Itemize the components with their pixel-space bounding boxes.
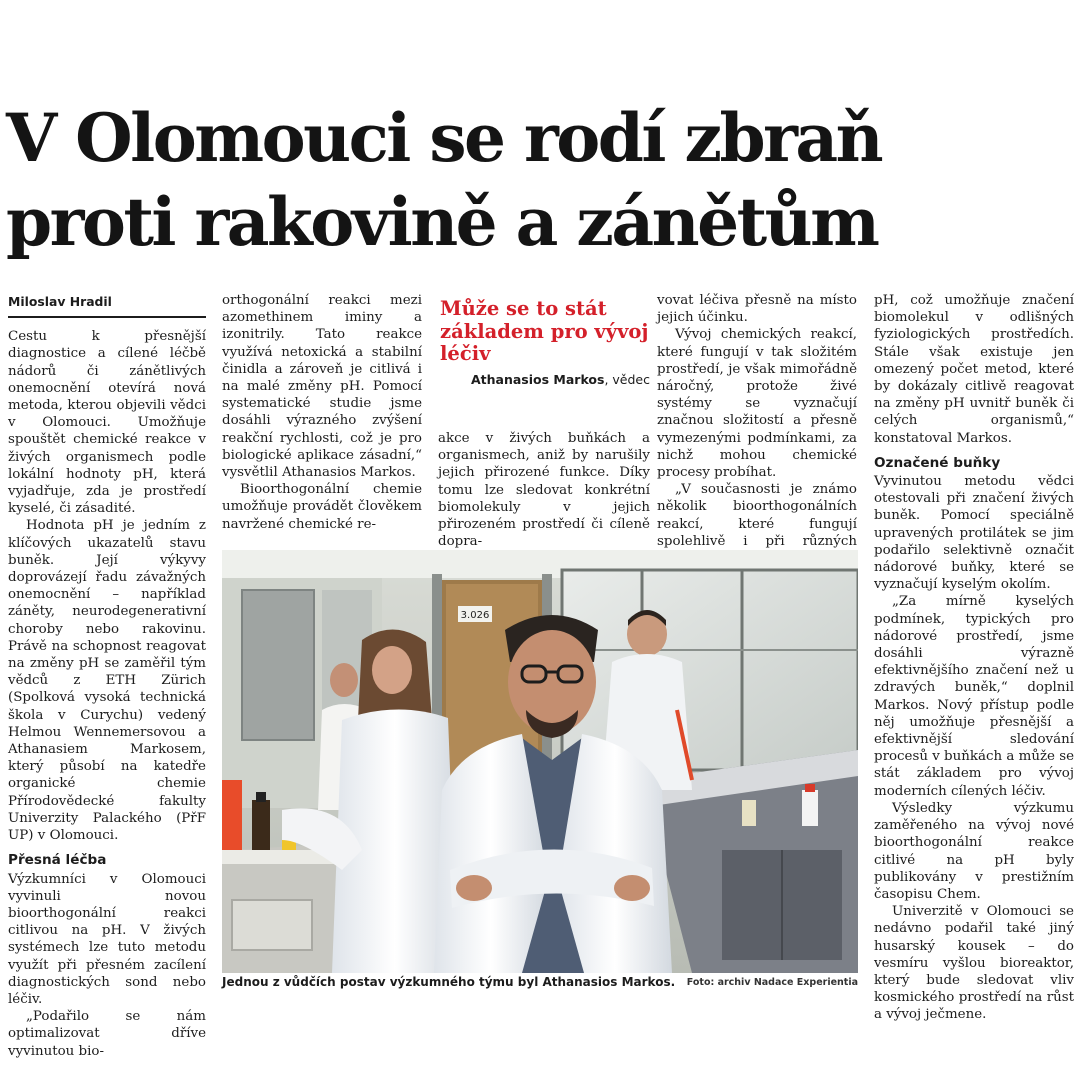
- paragraph: pH, což umožňuje značení biomolekul v odlišných fyziologických prostředích. Stále však existuje jen omezený počet metod, které by dokázaly citlivě reagovat na změny pH uvnitř buněk či celých organismů,“ konstatoval Markos.: [874, 293, 1074, 446]
- article-column-3: [438, 430, 650, 550]
- author-byline: Miloslav Hradil: [8, 293, 206, 318]
- paragraph: „Za mírně kyselých podmínek, typických pro nádorové prostředí, jsme dosáhli výrazně efektivnějšího značení než u zdravých buněk,“ doplnil Markos. Nový přístup podle něj umožňuje přesnější a efektivnější sledování procesů v buňkách a může se stát základem pro vývoj moderních cílených léčiv.: [874, 594, 1074, 799]
- lab-photo: [222, 550, 858, 973]
- paragraph: vovat léčiva přesně na místo jejich účinku.: [657, 293, 857, 326]
- photo-credit: Foto: archiv Nadace Experientia: [686, 977, 858, 988]
- paragraph: Výsledky výzkumu zaměřeného na vývoj nové bioorthogonální reakce citlivé na pH byly publikovány v prestižním časopisu Chem.: [874, 800, 1074, 902]
- door-number-label: 3.026: [460, 610, 490, 621]
- article-headline: [6, 96, 1076, 264]
- lab-photo-illustration: [222, 550, 858, 973]
- headline-line-2: proti rakovině a zánětům: [6, 183, 878, 261]
- pull-quote: [440, 298, 650, 387]
- article-column-2: [222, 292, 422, 533]
- paragraph: „Podařilo se nám optimalizovat dříve vyvinutou bio-: [8, 1009, 206, 1059]
- subheading: Přesná léčba: [8, 852, 107, 869]
- paragraph: orthogonální reakci mezi azomethinem iminy a izonitrily. Tato reakce využívá netoxická a stabilní činidla a zároveň je citlivá i na malé změny pH. Pomocí systematické studie jsme dosáhli výrazného zvýšení reakční rychlosti, což je pro biologické aplikace zásadní,“ vysvětlil Athanasios Markos.: [222, 293, 422, 481]
- paragraph: akce v živých buňkách a organismech, aniž by narušily jejich přirozené funkce. Díky tomu lze sledovat konkrétní biomolekuly v jejich přirozeném prostředí či cíleně dopra-: [438, 431, 650, 550]
- paragraph: Vyvinutou metodu vědci otestovali při značení živých buněk. Pomocí speciálně upravených protilátek se jim podařilo selektivně označit nádorové buňky, které se vyznačují kyselým okolím.: [874, 474, 1074, 593]
- photo-caption: [222, 975, 858, 995]
- caption-text: Jednou z vůdčích postav výzkumného týmu byl Athanasios Markos.: [222, 975, 676, 989]
- paragraph: Hodnota pH je jedním z klíčových ukazatelů stavu buněk. Její výkyvy doprovázejí řadu závažných onemocnění – například záněty, neurodegenerativní choroby nebo rakovinu. Právě na schopnost reagovat na změny pH se zaměřil tým vědců z ETH Zürich (Spolková vysoká technická škola v Curychu) vedený Helmou Wennemersovou a Athanasiem Markosem, který působí na katedře organické chemie Přírodovědecké fakulty Univerzity Palackého (PřF UP) v Olomouci.: [8, 518, 206, 844]
- paragraph: „V současnosti je známo několik bioorthogonálních reakcí, které fungují spolehlivě i při různých: [657, 482, 857, 549]
- paragraph: Cestu k přesnější diagnostice a cílené léčbě nádorů či zánětlivých onemocnění otevírá nová metoda, kterou objevili vědci v Olomouci. Umožňuje spouštět chemické reakce v živých organismech podle lokální hodnoty pH, která vyjadřuje, zda je prostředí kyselé, či zásadité.: [8, 329, 206, 517]
- headline-line-1: V Olomouci se rodí zbraň: [6, 99, 882, 177]
- paragraph: Vývoj chemických reakcí, které fungují v tak složitém prostředí, je však mimořádně náročný, protože živé systémy se vyznačují značnou složitostí a přesně vymezenými podmínkami, za nichž mohou chemické procesy probíhat.: [657, 327, 857, 481]
- paragraph: Univerzitě v Olomouci se nedávno podařil také jiný husarský kousek – do vesmíru vyšlou bioreaktor, který bude sledovat vliv kosmického prostředí na růst a vývoj ječmene.: [874, 904, 1074, 1023]
- paragraph: Výzkumníci v Olomouci vyvinuli novou bioorthogonální reakci citlivou na pH. V živých systémech lze tuto metodu využít při přesném zacílení diagnostických sond nebo léčiv.: [8, 871, 206, 1007]
- article-column-4: [657, 292, 857, 567]
- subheading: Označené buňky: [874, 454, 1001, 471]
- article-column-1: [8, 293, 206, 1060]
- pull-quote-role: , vědec: [604, 371, 650, 387]
- pull-quote-attribution: [440, 372, 650, 387]
- paragraph: Bioorthogonální chemie umožňuje provádět člověkem navržené chemické re-: [222, 482, 422, 532]
- article-column-5: [874, 292, 1074, 1024]
- pull-quote-name: Athanasios Markos: [470, 371, 605, 387]
- pull-quote-text: Může se to stát základem pro vývoj léčiv: [440, 297, 649, 365]
